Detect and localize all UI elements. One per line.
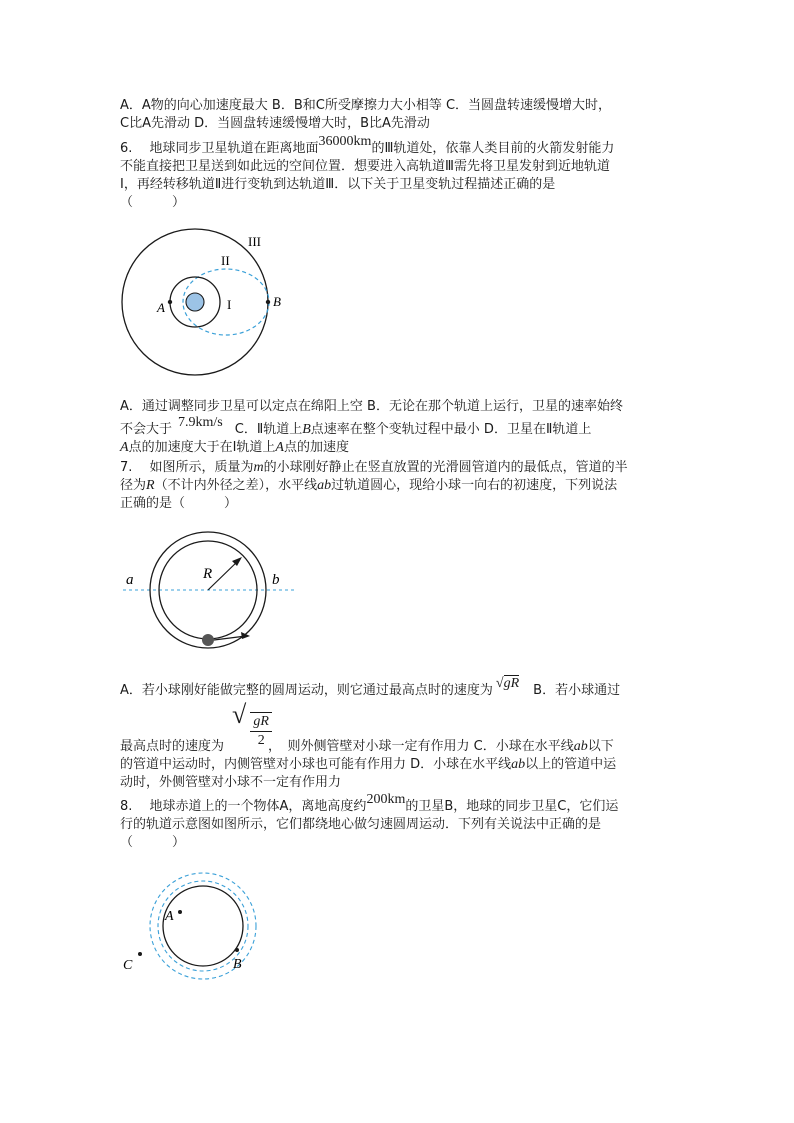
q6-stem-line1 xyxy=(120,134,615,158)
point-A-dot xyxy=(178,910,182,914)
fraction-numerator: gR xyxy=(250,713,272,732)
q7-options-line3 xyxy=(120,756,616,774)
label-A: A xyxy=(165,909,174,924)
q7-ab-2: ab xyxy=(573,739,588,754)
point-C-dot xyxy=(138,952,142,956)
velocity-arrowhead xyxy=(241,632,250,639)
q7-sqrt-gR: √gR xyxy=(495,676,520,691)
q7-pipe-figure xyxy=(118,524,298,654)
label-R: R xyxy=(203,566,213,582)
q6-stem-text-a: 6. 地球同步卫星轨道在距离地面 xyxy=(120,141,319,156)
label-I: I xyxy=(227,297,232,312)
q6-stem-line3: Ⅰ，再经转移轨道Ⅱ进行变轨到达轨道Ⅲ．以下关于卫星变轨过程描述正确的是 xyxy=(120,177,556,192)
q6-distance-value: 36000km xyxy=(318,134,372,149)
q6-answer-blank: （ ） xyxy=(120,195,186,210)
q6-point-A2: A xyxy=(275,440,284,455)
q8-stem-text-b: 的卫星B，地球的同步卫星C，它们运 xyxy=(405,799,619,814)
q6-stem-line2: 不能直接把卫星送到如此远的空间位置．想要进入高轨道Ⅲ需先将卫星发射到近地轨道 xyxy=(120,159,610,174)
q7-opt-text-b: B．若小球通过 xyxy=(533,683,621,698)
label-B: B xyxy=(233,957,242,972)
q6-opt-text-b: C．Ⅱ轨道上 xyxy=(234,422,303,437)
q8-orbit-figure xyxy=(115,866,275,986)
label-b: b xyxy=(272,572,280,588)
q6-stem-text-b: 的Ⅲ轨道处，依靠人类目前的火箭发射能力 xyxy=(371,141,615,156)
label-B: B xyxy=(273,294,281,309)
q5-options-line1: A．A物的向心加速度最大 B．B和C所受摩擦力大小相等 C．当圆盘转速缓慢增大时， xyxy=(120,98,612,113)
q6-options-line3 xyxy=(120,439,349,457)
q7-mass: m xyxy=(253,460,264,475)
q6-speed-value: 7.9km/s xyxy=(178,415,223,430)
point-A-dot xyxy=(168,300,172,304)
label-II: II xyxy=(221,253,230,268)
point-B-dot xyxy=(235,948,239,952)
q6-options-line1: A．通过调整同步卫星可以定点在绵阳上空 B．无论在那个轨道上运行，卫星的速率始终 xyxy=(120,399,623,414)
q7-opt-text-f: 的管道中运动时，内侧管壁对小球也可能有作用力 D．小球在水平线 xyxy=(120,757,512,772)
fraction-denominator: 2 xyxy=(257,733,265,748)
label-A: A xyxy=(157,300,165,315)
q7-opt-text-a: A．若小球刚好能做完整的圆周运动，则它通过最高点时的速度为 xyxy=(120,683,493,698)
ball-icon xyxy=(202,634,214,646)
q6-opt-text-d: 点的加速度大于在Ⅰ轨道上 xyxy=(128,440,276,455)
q7-opt-text-g: 以上的管道中运 xyxy=(525,757,617,772)
q7-opt-text-c: 最高点时的速度为 xyxy=(120,739,225,754)
label-a: a xyxy=(126,572,134,588)
q7-ab-3: ab xyxy=(511,757,526,772)
q6-point-A: A xyxy=(120,440,129,455)
q7-options-line2 xyxy=(120,738,614,756)
q7-line-ab: ab xyxy=(317,478,332,493)
q7-options-line1 xyxy=(120,676,621,700)
q7-sqrt-gR-body: gR xyxy=(503,676,520,691)
sqrt-sign: √ xyxy=(232,700,247,729)
q7-stem-text-a: 7. 如图所示，质量为 xyxy=(120,460,254,475)
q8-height-value: 200km xyxy=(366,792,406,807)
q7-stem-line1 xyxy=(120,459,628,477)
q7-stem-text-c: 径为 xyxy=(120,478,147,493)
q6-point-B: B xyxy=(302,422,311,437)
q7-stem-line2 xyxy=(120,477,617,495)
q7-stem-text-b: 的小球刚好静止在竖直放置的光滑圆管道内的最低点，管道的半 xyxy=(263,460,628,475)
label-III: III xyxy=(248,234,261,249)
q7-opt-text-d: ， 则外侧管壁对小球一定有作用力 C．小球在水平线 xyxy=(268,739,574,754)
label-C: C xyxy=(123,958,133,973)
q7-radius: R xyxy=(146,478,155,493)
q7-stem-text-e: 过轨道圆心，现给小球一向右的初速度，下列说法 xyxy=(331,478,618,493)
q6-options-line2 xyxy=(120,415,592,439)
q8-stem-text-a: 8. 地球赤道上的一个物体A，离地高度约 xyxy=(120,799,367,814)
q6-opt-text-e: 点的加速度 xyxy=(283,440,349,455)
q6-orbit-figure xyxy=(115,222,295,382)
earth-icon xyxy=(186,293,204,311)
q7-options-line4: 动时，外侧管壁对小球不一定有作用力 xyxy=(120,775,342,790)
q7-stem-text-d: （不计内外径之差），水平线 xyxy=(154,478,318,493)
earth-circle xyxy=(163,886,243,966)
q8-answer-blank: （ ） xyxy=(120,835,186,850)
q7-opt-text-e: 以下 xyxy=(587,739,614,754)
q8-stem-line2: 行的轨道示意图如图所示，它们都绕地心做匀速圆周运动．下列有关说法中正确的是 xyxy=(120,817,602,832)
q8-stem-line1 xyxy=(120,792,619,816)
q5-options-line2: C比A先滑动 D．当圆盘转速缓慢增大时，B比A先滑动 xyxy=(120,116,430,131)
q6-opt-text-c: 点速率在整个变轨过程中最小 D．卫星在Ⅱ轨道上 xyxy=(310,422,592,437)
q7-stem-line3: 正确的是（ ） xyxy=(120,496,238,511)
point-B-dot xyxy=(266,300,270,304)
q6-opt-text-a: 不会大于 xyxy=(120,422,173,437)
